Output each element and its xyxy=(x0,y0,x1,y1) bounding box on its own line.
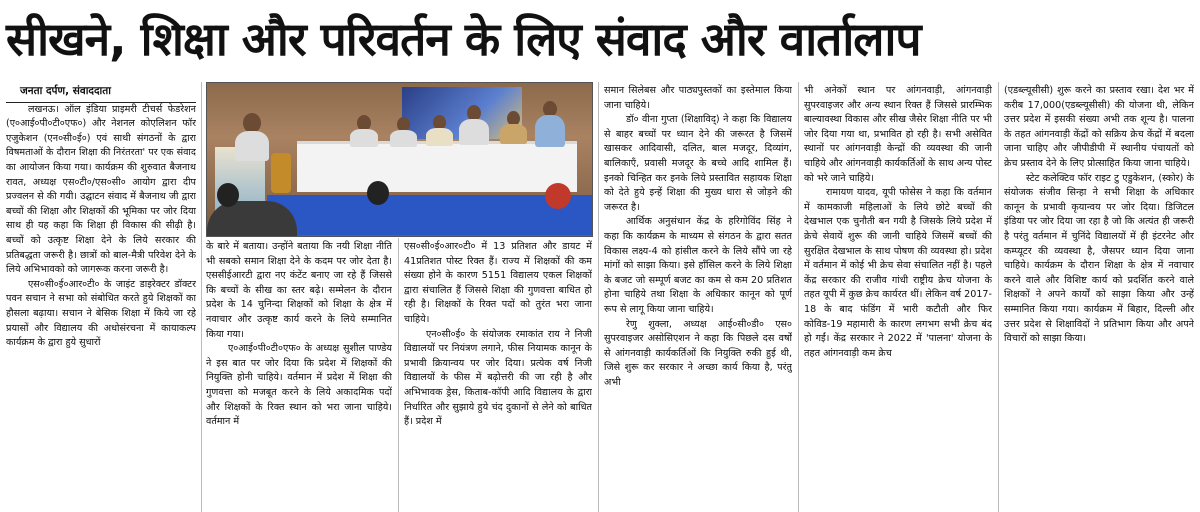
article-column-6 xyxy=(1004,84,1194,512)
paragraph: एस०सी०ई०आर०टी० के जाइंट डाइरेक्टर डॉक्टर पवन सचान ने सभा को संबोधित करते हुये शिक्षकों का हौसला बढ़ाया। सचान ने बेसिक शिक्षा में किये जा रहे प्रयासों और विद्यालय की अधोसंरचना में कायाकल्प कार्यक्रम के द्वारा हुये सुधारों xyxy=(6,278,196,349)
photo-audience-head xyxy=(545,183,571,209)
photo-audience xyxy=(207,201,297,237)
event-photo xyxy=(206,82,593,237)
article-column-2 xyxy=(206,240,392,512)
column-divider xyxy=(398,238,399,512)
column-divider xyxy=(598,82,599,512)
article-column-4 xyxy=(604,84,792,512)
paragraph: एन०सी०ई० के संयोजक रमाकांत राय ने निजी विद्यालयों पर नियंत्रण लगाने, फीस नियामक कानून के प्रभावी क्रियान्वय पर जोर दिया। प्रत्येक वर्ष निजी विद्यालयों के फीस में बढ़ोत्तरी की जा रही है और अभिभावक ड्रेस, किताब-कॉपी आदि विद्यालय के द्वारा निर्धारित और सुझाये हुये चंद दुकानों से लेने को बाधित हैं। प्रदेश में xyxy=(404,328,592,428)
paragraph: के बारे में बताया। उन्होंने बताया कि नयी शिक्षा नीति भी सबको समान शिक्षा देने के कदम पर जोर देता है। एससीईआरटी द्वारा नए कंटेंट बनाए जा रहे हैं जिससे कि बच्चों के सीख का स्तर बढ़े। सम्मेलन के दौरान प्रदेश के 14 चुनिन्दा शिक्षकों को शिक्षा के क्षेत्र में नवाचार और उत्कृष्ट कार्य करने के लिये सम्मानित किया गया। xyxy=(206,241,392,340)
paragraph: डॉ० वीना गुप्ता (शिक्षाविद्) ने कहा कि विद्यालय से बाहर बच्चों पर ध्यान देने की जरूरत है जिसमें खासकर आदिवासी, दलित, बाल मजदूर, दिव्यांग, बालिकाएँ, प्रवासी मजदूर के बच्चे आदि शामिल हैं। इनको चिन्हित कर इनके लिये प्रस्तावित सहायक शिक्षा को देते हुये इन्हें शिक्षा की मुख्य धारा से जोड़ने की जरूरत है। xyxy=(604,114,792,213)
paragraph: रेणु शुक्ला, अध्यक्ष आई०सी०डी० एस० सुपरवाइजर असोसिएशन ने कहा कि पिछले दस वर्षों से आंगनवाड़ी कार्यकर्तिओं कि नियुक्ति रुकी हुई थी, जिसे शुरू कर सरकार ने अच्छा कार्य किया है, परंतु अभी xyxy=(604,318,792,388)
photo-audience-head xyxy=(367,181,389,205)
photo-person xyxy=(390,130,417,147)
photo-person xyxy=(459,119,489,145)
photo-person xyxy=(500,124,527,144)
paragraph: आर्थिक अनुसंधान केंद्र के हरिगोविंद सिंह ने कहा कि कार्यक्रम के माध्यम से संगठन के द्वारा सतत विकास लक्ष्य-4 को हांसील करने के लिये सौंपे जा रहे मांगों को साझा किया। इसे हाँसिल करने के लिये शिक्षा के बजट जो सम्पूर्ण बजट का कम से कम 20 प्रतिशत होना चाहिये तथा शिक्षा के अधिकार कानून को पूर्ण रूप से लागू किया जाना चाहिये। xyxy=(604,216,792,315)
photo-dais-table xyxy=(297,141,577,192)
photo-lamp xyxy=(271,153,291,193)
photo-audience-head xyxy=(217,183,239,207)
photo-person xyxy=(426,128,453,146)
paragraph: लखनऊ। ऑल इंडिया प्राइमरी टीचर्स फेडरेशन (ए०आई०पी०टी०एफ०) और नेशनल कोएलिशन फॉर एजुकेशन (एन०सी०ई०) एवं साथी संगठनों के द्वारा विषमताओं के दौरान शिक्षा की निरंतरता' पर एक संवाद का आयोजन किया गया। कार्यक्रम की शुरुवात बैजनाथ रावत, अध्यक्ष एस०टी०/एस०सी० आयोग द्वारा दीप प्रज्वलन से की गयी। उद्घाटन संवाद में बैजनाथ जी द्वारा बच्चों की शिक्षा और शिक्षकों की भूमिका पर जोर दिया साथ ही यह कहा कि शिक्षा ही विकास की सीढ़ी है। बच्चों को उत्कृष्ट शिक्षा देने के लिये सरकार की प्रतिबद्धता जरूरी है। छात्रों को बाल-मैत्री परिवेश देने के लिये अभिभावको को जागरूक करना जरूरी है। xyxy=(6,103,196,276)
column-divider xyxy=(998,82,999,512)
photo-person xyxy=(235,131,269,161)
column-divider xyxy=(201,82,202,512)
photo-person xyxy=(350,129,378,147)
headline: सीखने, शिक्षा और परिवर्तन के लिए संवाद और वार्तालाप xyxy=(6,12,921,66)
photo-stage-skirt xyxy=(267,195,592,235)
byline: जनता दर्पण, संवाददाता xyxy=(6,84,196,103)
column-divider xyxy=(798,82,799,512)
article-column-3 xyxy=(404,240,592,512)
photo-person xyxy=(243,113,261,133)
article-column-5 xyxy=(804,84,992,512)
paragraph: रामायण यादव, यूपी फोसेस ने कहा कि वर्तमान में कामकाजी महिलाओं के लिये छोटे बच्चों की देखभाल एक चुनौती बन गयी है जिसके लिये प्रदेश में क्रेचे सेवायें शुरू की जानी चाहिये जिसमें बच्चों की सुरक्षित देखभाल के साथ पोषण की व्यवस्था हो। प्रदेश में वर्तमान में कोई भी क्रेच सेवा संचालित नहीं है। पहले केंद्र सरकार की राजीव गांधी राष्ट्रीय क्रेच योजना के तहत यूपी में कुछ क्रेच कार्यरत थीं। लेकिन वर्ष 2017-18 के बाद फंडिंग में भारी कटौती और फिर कोविड-19 महामारी के कारण लगभग सभी क्रेच बंद हो गईं। केंद्र सरकार ने 2022 में 'पालना' योजना के तहत आंगनवाड़ी कम क्रेच xyxy=(804,187,992,359)
paragraph: भी अनेकों स्थान पर आंगनवाड़ी, आंगनवाड़ी सुपरवाइजर और अन्य स्थान रिक्त हैं जिससे प्रारम्भिक बाल्यावस्था विकास और सीख जैसेर शिक्षा नीति पर भी जोर दिया गया था, प्रभावित हो रही है। सभी असेवित स्थानों पर आंगनवाड़ी केन्द्रों की व्यवस्था की जानी चाहिये और आंगनवाड़ी कार्यकर्तिओं के साथ अन्य पोस्ट को भरे जाने चाहिये। xyxy=(804,85,992,184)
paragraph: समान सिलेबस और पाठ्यपुस्तकों का इस्तेमाल किया जाना चाहिये। xyxy=(604,85,792,111)
paragraph: एस०सी०ई०आर०टी० में 13 प्रतिशत और डायट में 41प्रतिशत पोस्ट रिक्त हैं। राज्य में शिक्षकों की कम संख्या होने के कारण 5151 विद्यालय एकल शिक्षकों द्वारा संचालित हैं जिससे शिक्षा की गुणवत्ता बाधित हो रही है। शिक्षकों के रिक्त पदों को तुरंत भरा जाना चाहिये। xyxy=(404,241,592,325)
paragraph: ए०आई०पी०टी०एफ० के अध्यक्ष सुशील पाण्डेय ने इस बात पर जोर दिया कि प्रदेश में शिक्षकों की नियुक्ति होनी चाहिये। वर्तमान में प्रदेश में शिक्षा की गुणवत्ता को मजबूत करने के लिये अकादमिक पदों और शिक्षकों के रिक्त स्थान को भरा जाना चाहिये। वर्तमान में xyxy=(206,343,392,428)
photo-person xyxy=(535,115,565,147)
article-column-1 xyxy=(6,84,196,512)
paragraph: स्टेट कलेक्टिव फॉर राइट टु एडुकेशन, (स्कोर) के संयोजक संजीव सिन्हा ने सभी शिक्षा के अधिकार कानून के प्रभावी कृयान्वय पर जोर दिया। डिजिटल इंडिया पर जोर दिया जा रहा है जो कि अत्यंत ही जरूरी है परंतु वर्तमान में चुनिंदे विद्यालयों में ही इंटरनेट और कम्प्यूटर की व्यवस्था है, जैसपर ध्यान दिया जाना चाहिये। कार्यक्रम के दौरान शिक्षा के क्षेत्र में नवाचार करने वाले और विशिष्ट कार्य को प्रदर्शित करने वाले शिक्षकों ने अपने कार्यों को साझा किया और उन्हें सम्मानित किया गया। कार्यक्रम में बिहार, दिल्ली और उत्तर प्रदेश से शिक्षाविदों ने प्रतिभाग किया और अपने विचारों को साझा किया। xyxy=(1004,172,1194,345)
paragraph: (एडब्ल्यूसीसी) शुरू करने का प्रस्ताव रखा। देश भर में करीब 17,000(एडब्ल्यूसीसी) की योजना थी, लेकिन उत्तर प्रदेश में इसकी संख्या अभी तक शून्य है। पालना के तहत आंगनवाड़ी केंद्रों को सक्रिय क्रेच केंद्रों में बदला जाना चाहिए और जीपीडीपी में स्थानीय पंचायतों को क्रेच प्रस्ताव देने के लिए प्रोत्साहित किया जाना चाहिये। xyxy=(1004,85,1194,169)
